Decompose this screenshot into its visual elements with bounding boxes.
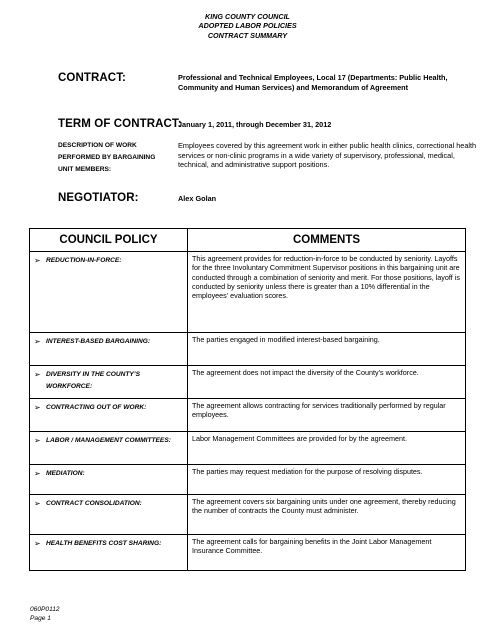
description-label-line1: DESCRIPTION OF WORK [58,142,137,149]
arrow-bullet-icon: ➢ [34,403,41,412]
arrow-bullet-icon: ➢ [34,337,41,346]
column-header-comments: COMMENTS [188,229,466,252]
contract-label: CONTRACT: [58,72,126,84]
policy-label: REDUCTION-IN-FORCE: [46,257,122,264]
description-label-line2: PERFORMED BY BARGAINING [58,154,156,161]
policy-label: HEALTH BENEFITS COST SHARING: [46,540,162,547]
policy-label: MEDIATION: [46,470,85,477]
comment-text: The agreement allows contracting for services traditionally performed by regular employees. [192,401,446,420]
policy-table [29,228,466,571]
policy-label: CONTRACTING OUT OF WORK: [46,404,147,411]
description-value: Employees covered by this agreement work in either public health clinics, correctional health services or non-clinic programs in a wide variety of supervisory, professional, medical, technical, and administrative support positions. [178,141,477,170]
negotiator-label: NEGOTIATOR: [58,192,139,204]
table-row [30,333,466,366]
comment-text: This agreement provides for reduction-in-force to be conducted by seniority. Layoffs for the three Involuntary Commitment Supervisor positions in this bargaining unit are conducted through a combination of seniority and merit. For those positions, layoff is conducted by seniority unless there is greater than a 10% differential in the employees’ evaluation scores. [192,254,460,301]
header-summary: CONTRACT SUMMARY [207,30,288,40]
comment-text: The parties may request mediation for the purpose of resolving disputes. [192,467,423,476]
arrow-bullet-icon: ➢ [34,499,41,508]
description-label [58,140,176,176]
policy-label: CONTRACT CONSOLIDATION: [46,500,142,507]
comment-text: Labor Management Committees are provided for by the agreement. [192,434,407,443]
term-label: TERM OF CONTRACT: [58,118,182,130]
document-id: 060P0112 [30,606,60,613]
negotiator-value: Alex Golan [178,194,217,203]
comment-text: The agreement does not impact the diversity of the County’s workforce. [192,368,419,377]
table-row [30,366,466,399]
policy-label: LABOR / MANAGEMENT COMMITTEES: [46,437,171,444]
arrow-bullet-icon: ➢ [34,469,41,478]
table-row [30,495,466,535]
table-row [30,535,466,571]
arrow-bullet-icon: ➢ [34,436,41,445]
table-row [30,465,466,495]
page-number: Page 1 [30,615,51,622]
comment-text: The parties engaged in modified interest-based bargaining. [192,335,380,344]
description-label-line3: UNIT MEMBERS: [58,166,112,173]
table-row [30,432,466,465]
arrow-bullet-icon: ➢ [34,256,41,265]
term-value: January 1, 2011, through December 31, 2012 [178,120,332,129]
table-row [30,399,466,432]
table-row [30,252,466,333]
page-footer [30,605,60,623]
document-header [0,12,495,40]
column-header-policy: COUNCIL POLICY [30,229,188,252]
table-header-row [30,229,466,252]
header-council: KING COUNTY COUNCIL [205,12,290,21]
comment-text: The agreement covers six bargaining units under one agreement, thereby reducing the number of contracts the County must administer. [192,497,456,516]
contract-value: Professional and Technical Employees, Local 17 (Departments: Public Health, Community and Human Services) and Memorandum of Agreement [178,73,448,92]
policy-label: DIVERSITY IN THE COUNTY’S WORKFORCE: [46,371,141,390]
arrow-bullet-icon: ➢ [34,539,41,548]
arrow-bullet-icon: ➢ [34,370,41,379]
comment-text: The agreement calls for bargaining benefits in the Joint Labor Management Insurance Committee. [192,537,432,556]
header-policies: ADOPTED LABOR POLICIES [198,21,297,31]
policy-label: INTEREST-BASED BARGAINING: [46,338,151,345]
